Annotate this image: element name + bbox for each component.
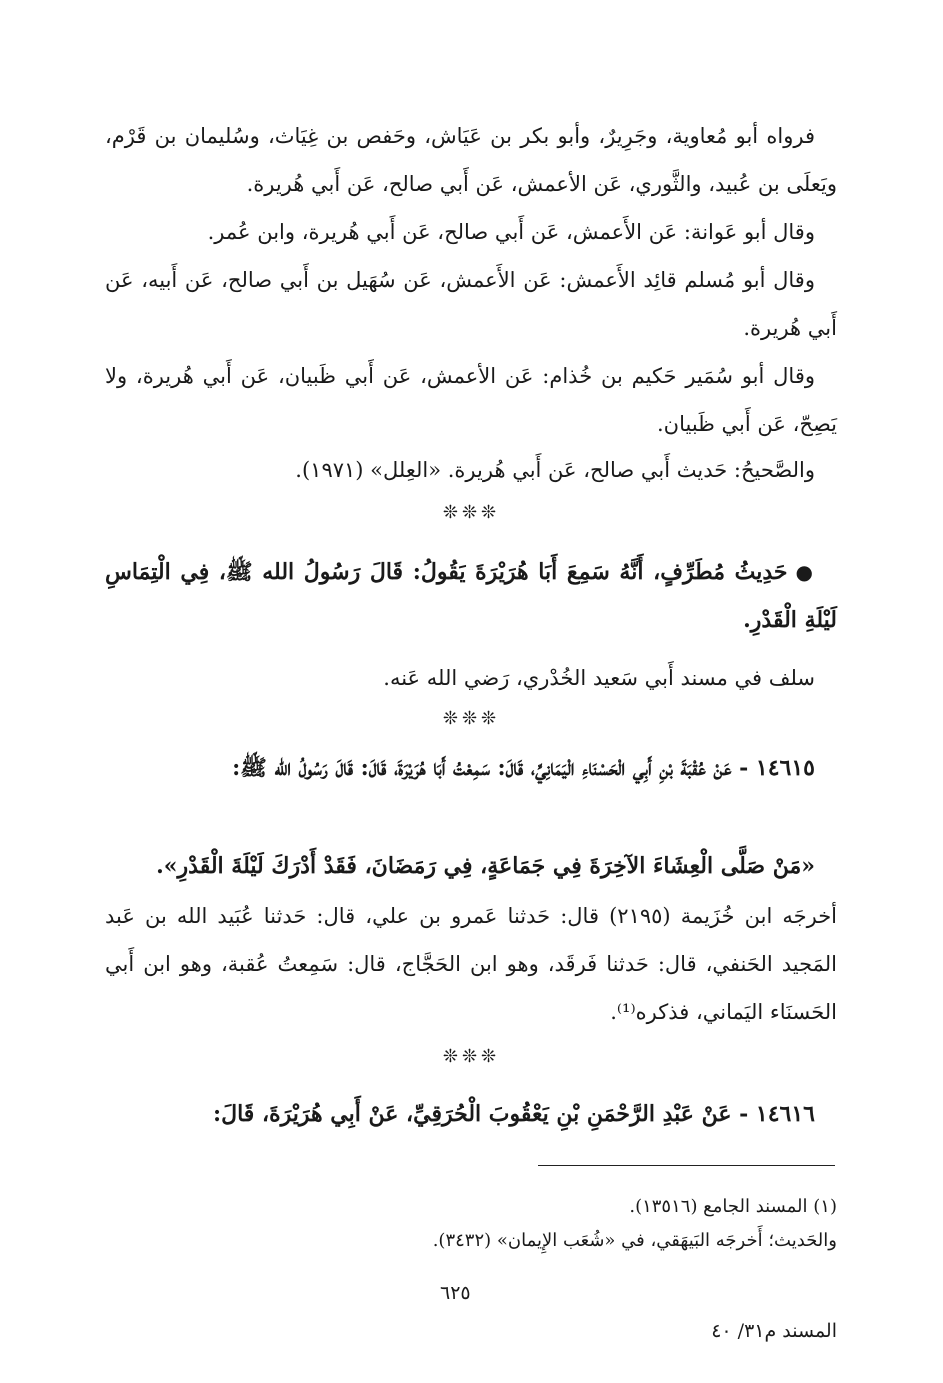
paragraph-abu-sumayr: وقال أبو سُمَير حَكيم بن خُذام: عَن الأعمش، عَن أَبي ظَبيان، عَن أَبي هُريرة، ولا يَصِحّ، عَن أَبي ظَبيان. — [105, 364, 837, 436]
paragraph-abu-awana: وقال أبو عَوانة: عَن الأَعمش، عَن أَبي صالح، عَن أَبي هُريرة، وابن عُمر. — [207, 220, 815, 244]
footnote-2: والحَديث؛ أَخرجَه البَيهَقي، في «شُعَب الإِيمان» (٣٤٣٢). — [432, 1230, 837, 1251]
hadith-14616: ١٤٦١٦ - عَنْ عَبْدِ الرَّحْمَنِ بْنِ يَعْقُوبَ الْحُرَقِيِّ، عَنْ أَبِي هُرَيْرَةَ، قَالَ: — [212, 1101, 815, 1127]
footnote-divider — [538, 1165, 835, 1166]
section-separator: ❊❊❊ — [442, 708, 501, 729]
hadith-mutarrif — [105, 548, 837, 644]
section-separator: ❊❊❊ — [442, 502, 501, 523]
hadith-14615: ١٤٦١٥ - عَنْ عُقْبَةَ بْنِ أَبِي الْحَسْنَاءِ الْيَمَانِيِّ، قَالَ: سَمِعْتُ أَبَا هُرَيْرَةَ، قَالَ: قَالَ رَسُولُ الله ﷺ: — [232, 755, 815, 781]
section-separator: ❊❊❊ — [442, 1046, 501, 1067]
bullet-icon: ● — [795, 560, 816, 584]
hadith-14615-matn: «مَنْ صَلَّى الْعِشَاءَ الآخِرَةَ فِي جَمَاعَةٍ، فِي رَمَضَانَ، فَقَدْ أَدْرَكَ لَيْلَةَ الْقَدْرِ». — [156, 853, 815, 879]
paragraph-narrators: فرواه أبو مُعاوية، وجَرِيرٌ، وأبو بكر بن عَيَاش، وحَفص بن غِيَاث، وسُليمان بن قَرْم، ويَعلَى بن عُبيد، والثَّوري، عَن الأعمش، عَن أَبي صالح، عَن أَبي هُريرة. — [105, 124, 837, 196]
paragraph-takhrij: أخرجَه ابن خُزَيمة (٢١٩٥) قال: حَدثنا عَمرو بن علي، قال: حَدثنا عُبَيد الله بن عَبد المَجيد الحَنفي، قال: حَدثنا فَرقَد، وهو ابن الحَجَّاج، قال: سَمِعتُ عُقبة، وهو ابن أَبي الحَسنَاء اليَماني، فذكره⁽¹⁾. — [105, 904, 838, 1024]
paragraph-abu-muslim: وقال أبو مُسلم قائِد الأَعمش: عَن الأَعمش، عَن سُهَيل بن أَبي صالح، عَن أَبيه، عَن أَبي هُريرة. — [105, 268, 837, 340]
signature-mark: المسند م٣١/ ٤٠ — [711, 1320, 837, 1342]
footnote-1: (١) المسند الجامع (١٣٥١٦). — [629, 1196, 837, 1217]
paragraph-sahih: والصَّحيحُ: حَديث أَبي صالح، عَن أَبي هُريرة. «العِلل» (١٩٧١). — [295, 458, 815, 482]
paragraph-salaf: سلف في مسند أَبي سَعيد الخُدْري، رَضي الله عَنه. — [383, 666, 815, 690]
hadith-mutarrif-text: حَدِيثُ مُطَرِّفٍ، أَنَّهُ سَمِعَ أَبَا هُرَيْرَةَ يَقُولُ: قَالَ رَسُولُ الله ﷺ، فِي الْتِمَاسِ لَيْلَةِ الْقَدْرِ. — [105, 559, 837, 633]
page-number: ٦٢٥ — [440, 1282, 471, 1304]
